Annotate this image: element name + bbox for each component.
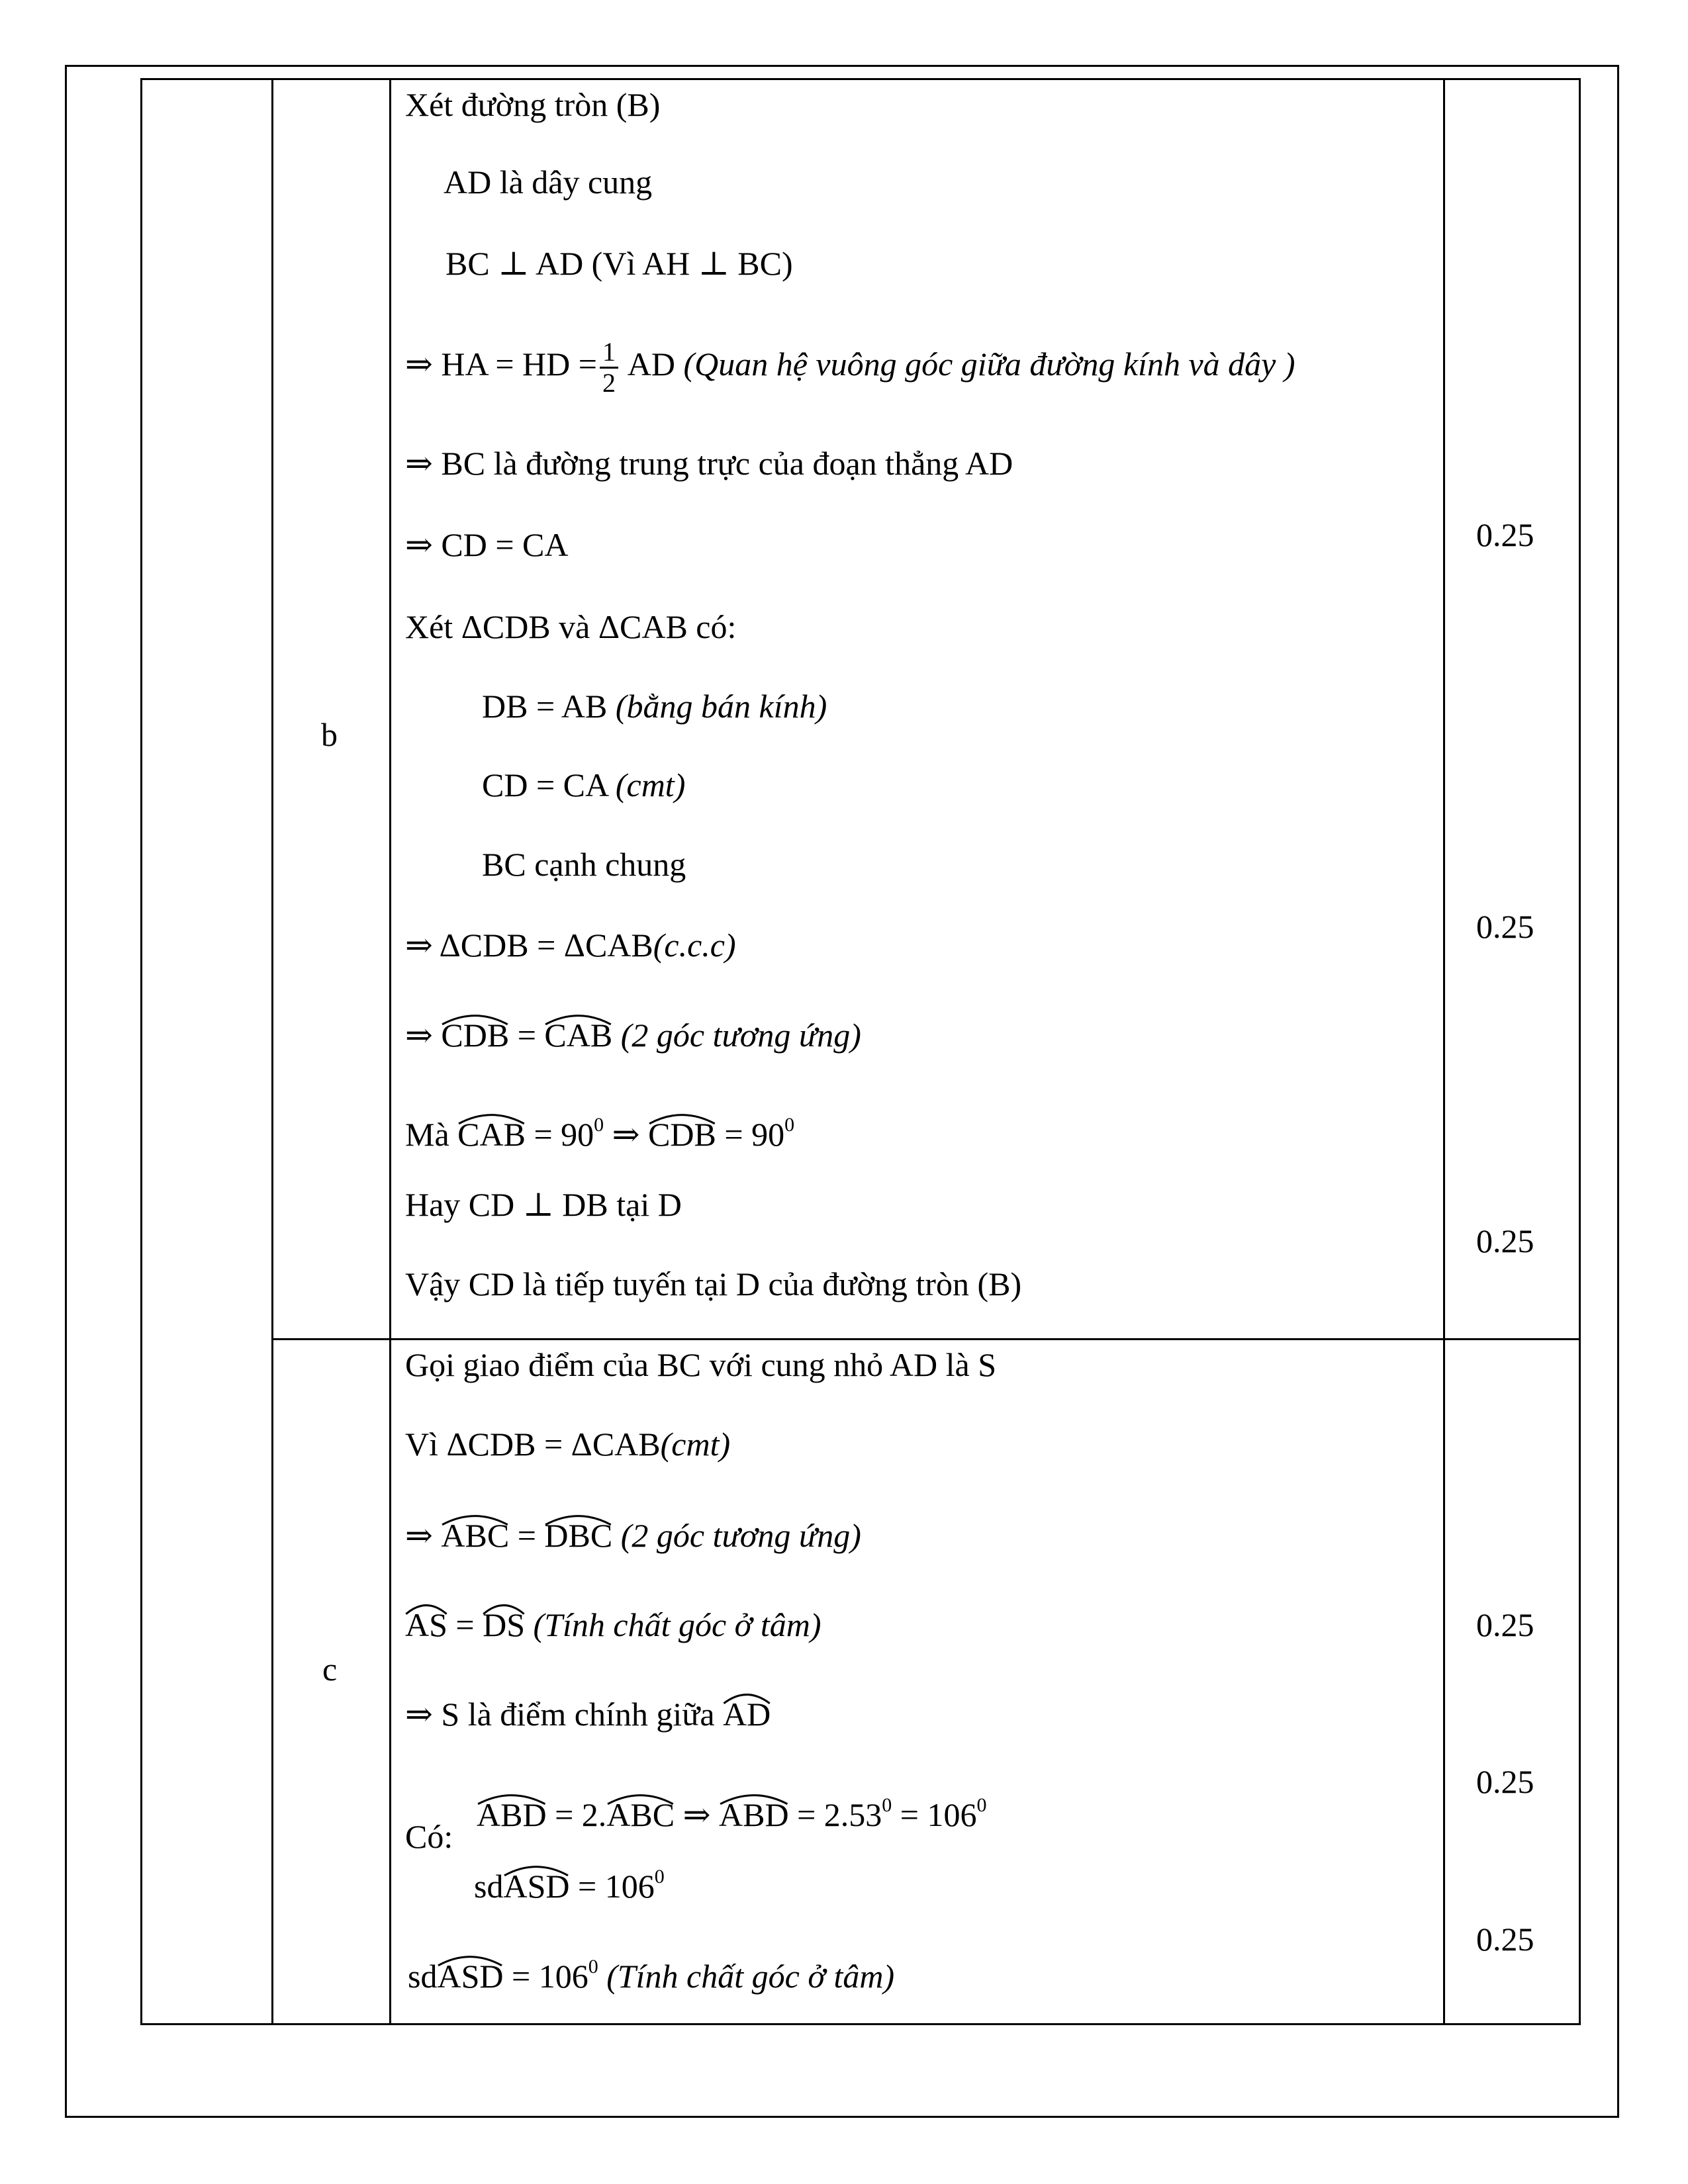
value-90: = 90 [525,1116,594,1153]
implies-sign: ⇒ [604,1116,649,1153]
score-c-2: 0.25 [1476,1763,1534,1800]
b-line-4-lead: ⇒ HA = HD = [405,345,597,383]
c-line-8-note: (Tính chất góc ở tâm) [598,1958,895,1995]
b-line-3: BC ⊥ AD (Vì AH ⊥ BC) [445,245,793,282]
table-left-border [140,78,142,2025]
b-line-8-note: (bằng bán kính) [615,688,827,725]
c-line-4 [405,1605,821,1645]
b-line-15: Vậy CD là tiếp tuyến tại D của đường tròn (B) [405,1265,1022,1302]
score-b-3: 0.25 [1476,1222,1534,1259]
angle-cab [544,1015,612,1055]
row-divider-b-c [271,1338,1581,1340]
degree-mark: 0 [594,1114,604,1136]
c-line-2-main: Vì ΔCDB = ΔCAB [405,1426,661,1463]
value-106: = 106 [569,1868,655,1905]
implies-sign: ⇒ [675,1796,719,1833]
angle-abc [441,1516,509,1555]
b-line-2: AD là dây cung [444,163,653,201]
arc-as [405,1605,447,1645]
angle-cab-label: CAB [457,1116,526,1153]
angle-cab-label: CAB [544,1017,613,1054]
table-col-divider-2 [389,78,391,2025]
sd-label: sd [408,1958,438,1995]
value-2-53: = 2.53 [788,1796,882,1833]
b-line-4 [405,338,1295,398]
value-90: = 90 [716,1116,785,1153]
b-line-13 [405,1105,794,1154]
c-line-5 [405,1694,771,1734]
b-line-4-note: (Quan hệ vuông góc giữa đường kính và dây ) [683,345,1295,383]
arc-ad-label: AD [723,1696,771,1733]
angle-cab [457,1115,526,1154]
times-two: = 2. [546,1796,607,1833]
c-line-5-lead: ⇒ S là điểm chính giữa [405,1696,724,1733]
arc-ds [483,1605,525,1645]
angle-dbc [544,1516,612,1555]
angle-abd-label: ABD [719,1796,789,1833]
score-c-1: 0.25 [1476,1606,1534,1643]
degree-mark: 0 [654,1866,665,1888]
degree-mark: 0 [976,1794,987,1816]
fraction-half [600,338,618,398]
equals-sign: = [447,1606,483,1643]
b-line-9 [482,765,685,805]
b-line-12-lead: ⇒ [405,1017,442,1054]
c-line-3-lead: ⇒ [405,1517,442,1554]
arc-asd-label: ASD [503,1868,570,1905]
b-line-9-note: (cmt) [615,766,686,803]
b-line-9-main: CD = CA [482,766,616,803]
value-106: = 106 [503,1958,588,1995]
table-col-divider-3 [1443,78,1445,2025]
part-label-c: c [322,1651,338,1688]
arc-as-label: AS [405,1606,447,1643]
b-line-6: ⇒ CD = CA [405,526,569,563]
angle-cdb [648,1115,716,1154]
angle-abd [477,1795,547,1835]
c-line-7 [474,1857,665,1906]
c-line-3-note: (2 góc tương ứng) [612,1517,861,1554]
arc-asd [503,1866,569,1906]
b-line-4-mid: AD [620,345,684,383]
table-right-border [1579,78,1581,2025]
score-b-2: 0.25 [1476,908,1534,945]
arc-asd-label: ASD [437,1958,504,1995]
c-line-4-note: (Tính chất góc ở tâm) [525,1606,821,1643]
equals-sign: = [509,1517,545,1554]
angle-abd [719,1795,789,1835]
b-line-12 [405,1015,861,1055]
angle-cdb [441,1015,509,1055]
c-line-2-note: (cmt) [660,1426,731,1463]
b-line-8-main: DB = AB [482,688,616,725]
angle-abd-label: ABD [477,1796,547,1833]
c-line-6 [477,1786,986,1835]
degree-mark: 0 [882,1794,892,1816]
b-line-13-lead: Mà [405,1116,458,1153]
b-line-10: BC cạnh chung [482,846,686,883]
b-line-11 [405,925,736,965]
c-line-2 [405,1424,730,1464]
b-line-11-note: (c.c.c) [653,927,736,964]
table-bottom-border [140,2023,1581,2025]
arc-ad [723,1694,771,1734]
angle-abc-label: ABC [441,1517,510,1554]
value-106: = 106 [892,1796,977,1833]
degree-mark: 0 [784,1114,795,1136]
part-label-b: b [321,716,338,753]
c-line-3 [405,1516,861,1555]
score-c-3: 0.25 [1476,1921,1534,1958]
c-line-8 [408,1947,894,1996]
b-line-5: ⇒ BC là đường trung trực của đoạn thẳng AD [405,445,1013,482]
angle-cdb-label: CDB [441,1017,510,1054]
co-label: Có: [405,1818,453,1855]
b-line-7: Xét ΔCDB và ΔCAB có: [405,608,737,645]
score-b-1: 0.25 [1476,516,1534,553]
angle-cdb-label: CDB [648,1116,716,1153]
table-top-border [140,78,1581,80]
fraction-denominator: 2 [602,368,616,398]
arc-ds-label: DS [483,1606,526,1643]
b-line-1: Xét đường tròn (B) [405,86,661,123]
angle-abc [606,1795,675,1835]
angle-abc-label: ABC [606,1796,675,1833]
b-line-12-note: (2 góc tương ứng) [612,1017,861,1054]
arc-asd [437,1956,503,1996]
angle-dbc-label: DBC [544,1517,613,1554]
table-col-divider-1 [271,78,273,2025]
b-line-8 [482,686,827,726]
b-line-14: Hay CD ⊥ DB tại D [405,1186,682,1223]
sd-label: sd [474,1868,504,1905]
fraction-numerator: 1 [600,338,618,369]
equals-sign: = [509,1017,545,1054]
b-line-11-main: ⇒ ΔCDB = ΔCAB [405,927,653,964]
c-line-1: Gọi giao điểm của BC với cung nhỏ AD là S [405,1346,997,1383]
degree-mark: 0 [588,1956,598,1978]
